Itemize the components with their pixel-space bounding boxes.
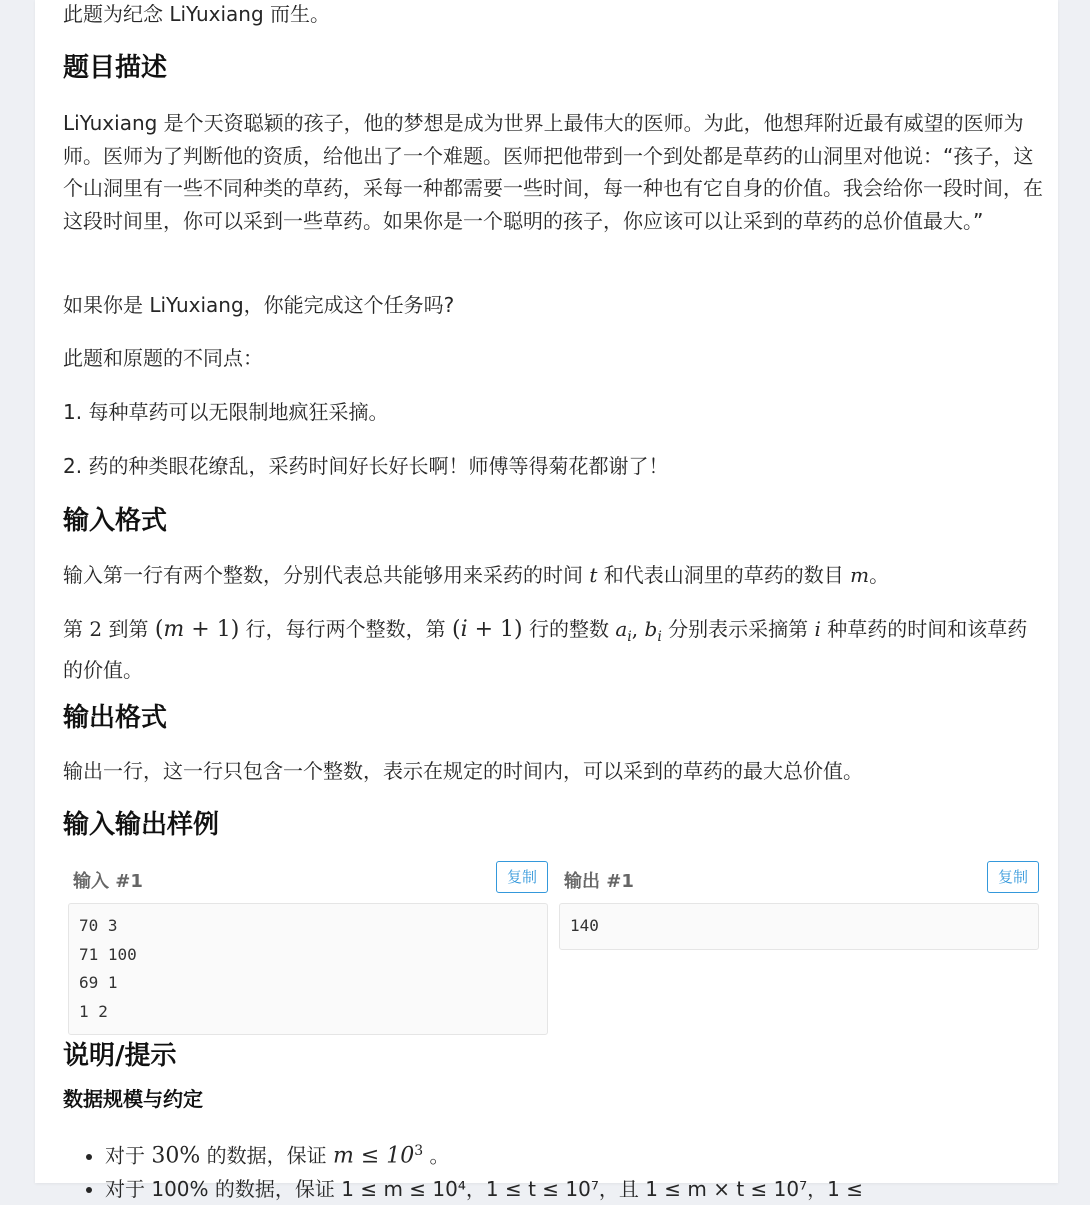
sample-output-code: 140 xyxy=(559,903,1039,950)
description-paragraph-1: LiYuxiang 是个天资聪颖的孩子，他的梦想是成为世界上最伟大的医师。为此，他想拜附近最有威望的医师为师。医师为了判断他的资质，给他出了一个难题。医师把他带到一个到处都是草药的山洞里对他说：“孩子，这个山洞里有一些不同种类的草药，采每一种都需要一些时间，每一种也有它自身的价值。我会给你一段时间，在这段时间里，你可以采到一些草药。如果你是一个聪明的孩子，你应该可以让采到的草药的总价值最大。” xyxy=(63,111,1043,233)
description-paragraph-2: 如果你是 LiYuxiang，你能完成这个任务吗? xyxy=(63,293,455,317)
problem-card xyxy=(35,0,1058,1201)
sample-input-label: 输入 #1 xyxy=(73,871,143,892)
copy-output-button[interactable]: 复制 xyxy=(987,861,1039,893)
output-paragraph-1: 输出一行，这一行只包含一个整数，表示在规定的时间内，可以采到的草药的最大总价值。 xyxy=(63,759,863,783)
heading-output-format: 输出格式 xyxy=(63,703,168,733)
constraint-item: • 对于 100% 的数据，保证 1 ≤ m ≤ 10⁴，1 ≤ t ≤ 10⁷，且 1 ≤ m × t ≤ 10⁷，1 ≤ xyxy=(105,1173,1085,1205)
heading-input-format: 输入格式 xyxy=(63,506,168,536)
copy-input-button[interactable]: 复制 xyxy=(496,861,548,893)
constraints-list xyxy=(63,1135,1085,1205)
intro-text: 此题为纪念 LiYuxiang 而生。 xyxy=(63,2,331,26)
constraint-item: • 对于 30% 的数据，保证 $m \le 10^3$ 。 xyxy=(105,1135,1085,1173)
sample-output-1 xyxy=(559,861,1039,950)
heading-hint: 说明/提示 xyxy=(63,1041,177,1071)
heading-samples: 输入输出样例 xyxy=(63,810,220,840)
sample-input-1 xyxy=(68,861,548,1035)
description-item-1: 1. 每种草药可以无限制地疯狂采摘。 xyxy=(63,400,389,424)
sample-output-header xyxy=(559,861,1039,901)
description-item-2: 2. 药的种类眼花缭乱，采药时间好长好长啊！师傅等得菊花都谢了！ xyxy=(63,454,669,478)
samples-grid xyxy=(63,861,1043,1036)
heading-description: 题目描述 xyxy=(63,53,168,83)
sample-input-header xyxy=(68,861,548,901)
hint-subtitle: 数据规模与约定 xyxy=(63,1087,203,1111)
sample-output-label: 输出 #1 xyxy=(564,871,634,892)
input-paragraph-2: 第 2 到第 (m + 1) 行，每行两个整数，第 (i + 1) 行的整数 $a_i$, $b_i$ 分别表示采摘第 i 种草药的时间和该草药的价值。 xyxy=(63,617,1028,682)
description-paragraph-3: 此题和原题的不同点： xyxy=(63,346,263,370)
sample-input-code: 70 3 71 100 69 1 1 2 xyxy=(68,903,548,1035)
input-paragraph-1: 输入第一行有两个整数，分别代表总共能够用来采药的时间 t 和代表山洞里的草药的数目 m。 xyxy=(63,563,890,587)
